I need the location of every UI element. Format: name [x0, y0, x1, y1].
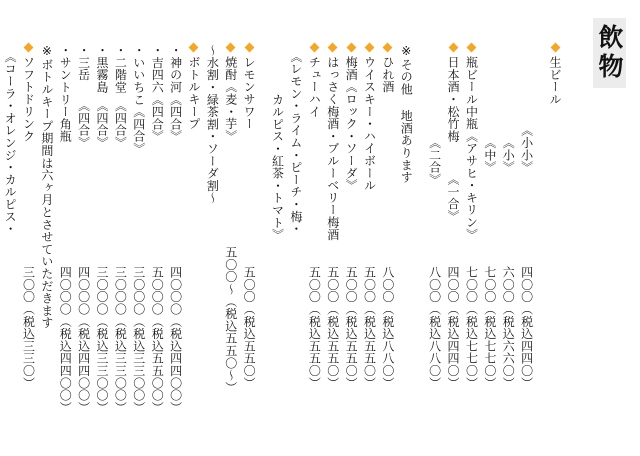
item-label: 《小》	[501, 44, 516, 174]
menu-column	[360, 44, 378, 444]
item-label: ボトルキープ	[186, 56, 201, 130]
item-label: ひれ酒	[380, 56, 395, 93]
item-label: ・二階堂 《四合》	[113, 44, 128, 149]
menu-column	[415, 44, 425, 444]
orange-diamond-icon	[328, 43, 338, 53]
item-label: ・サントリー角瓶	[58, 44, 73, 143]
item-label: 《コーラ・オレンジ・カルピス・	[3, 44, 18, 235]
item-price: 七〇〇（税込七七〇）	[464, 266, 479, 389]
item-price: 五〇〇～（税込五五〇～）	[223, 246, 238, 394]
item-label: 《小小》	[519, 44, 534, 174]
orange-diamond-icon	[550, 43, 560, 53]
item-label: ・いいちこ《四合》	[131, 44, 146, 155]
menu-column	[462, 44, 480, 444]
item-label: 瓶ビール中瓶《アサヒ・キリン》	[464, 56, 479, 241]
menu-column	[240, 44, 258, 444]
orange-diamond-icon	[346, 43, 356, 53]
menu-column	[268, 44, 286, 444]
menu-column	[305, 44, 323, 444]
item-price: 五〇〇（税込五五〇）	[307, 266, 322, 389]
item-label: ※ボトルキープ期間は六ヶ月とさせていただきます	[39, 44, 54, 329]
menu-column	[425, 44, 443, 444]
item-price: 三〇〇〇（税込三三〇〇）	[95, 266, 110, 414]
menu-column	[19, 44, 37, 444]
item-label: レモンサワー	[242, 56, 257, 130]
orange-diamond-icon	[226, 43, 236, 53]
orange-diamond-icon	[383, 43, 393, 53]
item-label: チューハイ	[307, 56, 322, 118]
item-price: 三〇〇〇（税込三三〇〇）	[113, 266, 128, 414]
item-price: 八〇〇（税込八八〇）	[427, 266, 442, 389]
item-price: 四〇〇（税込四四〇）	[446, 266, 461, 389]
item-label: 梅酒《ロック・ソーダ》	[344, 56, 359, 192]
item-price: 四〇〇〇（税込四四〇〇）	[58, 266, 73, 414]
item-label: カルピス・紅茶・トマト》	[270, 44, 285, 241]
item-label: ※その他 地酒あります	[399, 44, 414, 184]
orange-diamond-icon	[466, 43, 476, 53]
item-price: 三〇〇〇（税込三三〇〇）	[131, 266, 146, 414]
menu-column	[56, 44, 74, 444]
item-label: 《二合》	[427, 44, 442, 186]
item-label: ・吉四六《四合》	[150, 44, 165, 143]
item-price: 五〇〇（税込五五〇）	[362, 266, 377, 389]
menu-column	[166, 44, 184, 444]
menu-column	[37, 44, 55, 444]
item-price: 四〇〇（税込四四〇）	[519, 266, 534, 389]
item-label: ・黒霧島 《四合》	[95, 44, 110, 149]
item-price: 四〇〇〇（税込四四〇〇）	[168, 266, 183, 414]
item-price: 五〇〇（税込五五〇）	[344, 266, 359, 389]
item-price: 五〇〇（税込五五〇）	[325, 266, 340, 389]
page-title: 飲物	[593, 18, 626, 88]
menu-column	[185, 44, 203, 444]
menu-column	[517, 44, 535, 444]
item-label: ～水割・緑茶割・ソーダ割～	[205, 44, 220, 204]
item-label: はっさく梅酒・ブルーベリー梅酒	[325, 56, 340, 241]
menu-column	[148, 44, 166, 444]
item-label: ・神の河《四合》	[168, 44, 183, 143]
item-price: 五〇〇（税込五五〇）	[242, 266, 257, 389]
item-label: 《中》	[482, 44, 497, 174]
item-label: ・三岳 《四合》	[76, 44, 91, 149]
menu-column	[74, 44, 92, 444]
menu-column	[323, 44, 341, 444]
menu-column	[1, 44, 19, 444]
item-label: ソフトドリンク	[21, 56, 36, 143]
drink-menu	[0, 44, 564, 444]
menu-column	[342, 44, 360, 444]
orange-diamond-icon	[189, 43, 199, 53]
orange-diamond-icon	[24, 43, 34, 53]
orange-diamond-icon	[365, 43, 375, 53]
item-price: 六〇〇（税込六六〇）	[501, 266, 516, 389]
menu-column	[378, 44, 396, 444]
menu-column	[93, 44, 111, 444]
item-price: 七〇〇（税込七七〇）	[482, 266, 497, 389]
item-price: 五〇〇〇（税込五五〇〇）	[150, 266, 165, 414]
menu-column	[221, 44, 239, 444]
menu-column	[444, 44, 462, 444]
menu-column	[258, 44, 268, 444]
menu-column	[111, 44, 129, 444]
item-label: 焼酎《麦・芋》	[223, 56, 238, 143]
menu-column	[0, 44, 1, 444]
item-label: 生ビール	[548, 56, 562, 106]
menu-column	[536, 44, 546, 444]
orange-diamond-icon	[448, 43, 458, 53]
menu-column	[546, 44, 564, 444]
menu-column	[499, 44, 517, 444]
orange-diamond-icon	[309, 43, 319, 53]
item-price: 八〇〇（税込八八〇）	[380, 266, 395, 389]
item-label: 《レモン・ライム・ピーチ・梅・	[288, 44, 303, 235]
item-price: 四〇〇〇（税込四四〇〇）	[76, 266, 91, 414]
item-label: ウイスキー・ハイボール	[362, 56, 377, 192]
menu-column	[480, 44, 498, 444]
menu-column	[203, 44, 221, 444]
item-label: 日本酒・松竹梅 《一合》	[446, 56, 461, 223]
menu-column	[397, 44, 415, 444]
menu-column	[287, 44, 305, 444]
orange-diamond-icon	[244, 43, 254, 53]
item-price: 三〇〇（税込三三〇）	[21, 266, 36, 389]
menu-column	[129, 44, 147, 444]
